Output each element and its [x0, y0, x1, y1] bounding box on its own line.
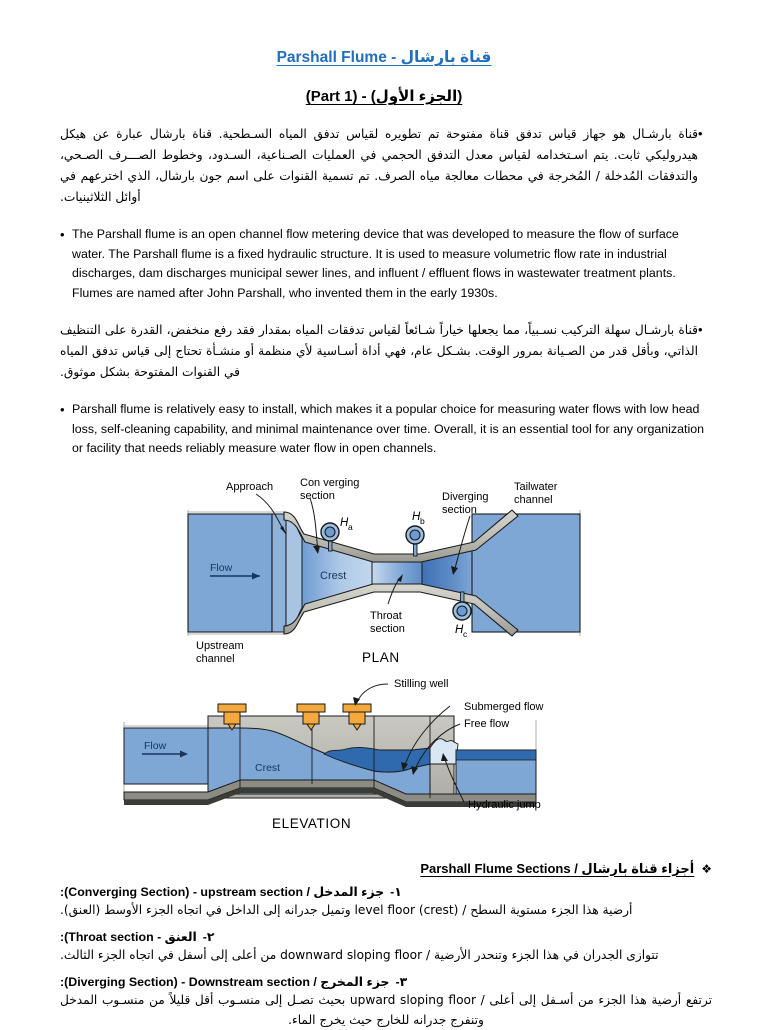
sections-list — [0, 884, 768, 1030]
upstream-label-line2: channel — [196, 652, 235, 665]
throat-label-line2: section — [370, 622, 405, 635]
title-block — [0, 0, 768, 67]
throat-label-line1: Throat — [370, 609, 402, 622]
upstream-label-line1: Upstream — [196, 639, 244, 652]
section-item-2 — [60, 929, 712, 965]
bullet-marker: • — [698, 322, 703, 337]
section-desc-2: تتوازى الجدران في هذا الجزء وتنحدر الأرضية / downward sloping floor من أعلى إلى أسفل في اتجاه الجزء الثالث. — [60, 947, 659, 962]
bullet-paragraph-2 — [0, 225, 768, 303]
section-desc-3: ترتفع أرضية هذا الجزء من أسـفل إلى أعلى / upward sloping floor بحيث تصـل إلى منسـوب أقل قليلاً من منسـوب المدخل وتنفرج جدرانه للخارج حيث يخرج الماء. — [60, 992, 712, 1027]
section-title-3: جزء المخرج / Diverging Section) - Downstream section): — [60, 974, 390, 989]
tailwater-label-line2: channel — [514, 493, 553, 506]
plan-crest-label: Crest — [320, 569, 347, 582]
sections-heading — [0, 861, 768, 877]
elevation-diagram — [0, 672, 768, 845]
elev-crest-label: Crest — [254, 761, 280, 774]
submerged-flow-label: Submerged flow — [463, 700, 543, 713]
tailwater-label-line1: Tailwater — [514, 480, 558, 493]
section-title-1: جزء المدخل / Converging Section) - upstream section): — [60, 884, 385, 899]
stilling-well-label: Stilling well — [393, 677, 448, 690]
free-flow-label: Free flow — [463, 717, 509, 730]
section-number-3: ٣- — [395, 974, 408, 989]
hydraulic-jump-label: Hydraulic jump — [467, 798, 541, 811]
diverging-label-line1: Diverging — [442, 490, 489, 503]
paragraph-text-ar-2: قناة بارشـال سهلة التركيب نسـبياً، مما يجعلها خياراً شـائعاً لقياس تدفقات المياه بمقدار فقد رفع منخفض، القدرة على التنظيف الذاتي، وبأقل قدر من الصـيانة بمرور الوقت. بشـكل عام، فهي أداة أسـاسية لأي منظمة أو منشـأة تحتاج إلى قياس تدفق المياه في القنوات المفتوحة بشكل موثوق. — [60, 323, 698, 379]
elevation-diagram-svg — [112, 672, 657, 840]
stilling-well-leader — [356, 684, 388, 704]
bullet-marker: • — [60, 227, 65, 242]
bullet-paragraph-1 — [0, 124, 768, 208]
paragraph-text-ar-1: قناة بارشـال هو جهاز قياس تدفق قناة مفتوحة تم تطويره لقياس تدفق المياه السـطحية. قناة بارشال عبارة عن هيكل هيدروليكي ثابت. يتم اسـتخدامه لقياس معدل التدفق الحجمي في العمليات الصـناعية، السـدود، وخطوط الصـــرف الصـحي، والتدفقات المُدخلة / المُخرجة في محطات معالجة مياه الصرف. تم تسمية القنوات على اسم جون بارشال، الذي اخترعهم في أوائل الثلاثينيات. — [60, 127, 698, 204]
intro-paragraphs — [0, 124, 768, 459]
bullet-paragraph-4 — [0, 400, 768, 459]
flow-label: Flow — [210, 561, 233, 574]
gauge-hc-sub: c — [463, 628, 468, 639]
gauge-hb-sub: b — [420, 515, 425, 526]
bullet-paragraph-3 — [0, 320, 768, 383]
gauge-hc-label: H — [455, 623, 464, 636]
bullet-marker: • — [698, 126, 703, 141]
diverging-label-line2: section — [442, 503, 477, 516]
diamond-bullet-icon: ❖ — [701, 861, 712, 876]
plan-caption: PLAN — [362, 649, 400, 665]
plan-diagram — [0, 476, 768, 676]
gauge-hb — [406, 526, 424, 556]
gauge-hb-label: H — [412, 510, 421, 523]
section-item-1 — [60, 884, 712, 920]
elevation-caption: ELEVATION — [271, 815, 351, 831]
page-title: قناة بارشال - Parshall Flume — [276, 49, 492, 66]
plan-diagram-svg — [174, 476, 594, 671]
section-number-2: ٢- — [202, 929, 215, 944]
approach-label: Approach — [226, 480, 274, 493]
elev-upstream-water — [124, 728, 208, 784]
page-subtitle: (الجزء الأول) - (Part 1) — [305, 88, 463, 105]
gauge-ha-sub: a — [348, 521, 353, 532]
section-title-2: العنق - Throat section): — [60, 929, 197, 944]
sections-heading-text: أجزاء قناة بارشال / Parshall Flume Sections — [420, 860, 695, 876]
bullet-marker: • — [60, 402, 65, 417]
paragraph-text-en-2: Parshall flume is relatively easy to install, which makes it a popular choice for measuring water flows with low head loss, self-cleaning capability, and minimal maintenance over time. Overall, it is an essential tool for any organization or facility that needs reliably measure water flow in open channels. — [72, 402, 705, 455]
converging-label-line2: section — [300, 489, 335, 502]
converging-label-line1: Con verging — [300, 476, 360, 489]
elev-flow-label: Flow — [143, 739, 166, 752]
section-item-3 — [60, 974, 712, 1030]
paragraph-text-en-1: The Parshall flume is an open channel flow metering device that was developed to measure the flow of surface water. The Parshall flume is a fixed hydraulic structure. It is used to measure volumetric flow rate in industrial discharges, dam discharges municipal sewer lines, and influent / effluent flows in wastewater treatment plants. Flumes are named after John Parshall, who invented them in the early 1930s. — [72, 227, 679, 300]
gauge-ha-label: H — [340, 516, 349, 529]
elev-downstream-dark-layer — [456, 750, 536, 760]
section-number-1: ١- — [390, 884, 402, 899]
section-desc-1: أرضية هذا الجزء مستوية السطح / level floor (crest) وتميل جدرانه إلى الداخل في اتجاه الجزء الأوسط (العنق). — [60, 902, 633, 917]
subtitle-block — [0, 67, 768, 106]
